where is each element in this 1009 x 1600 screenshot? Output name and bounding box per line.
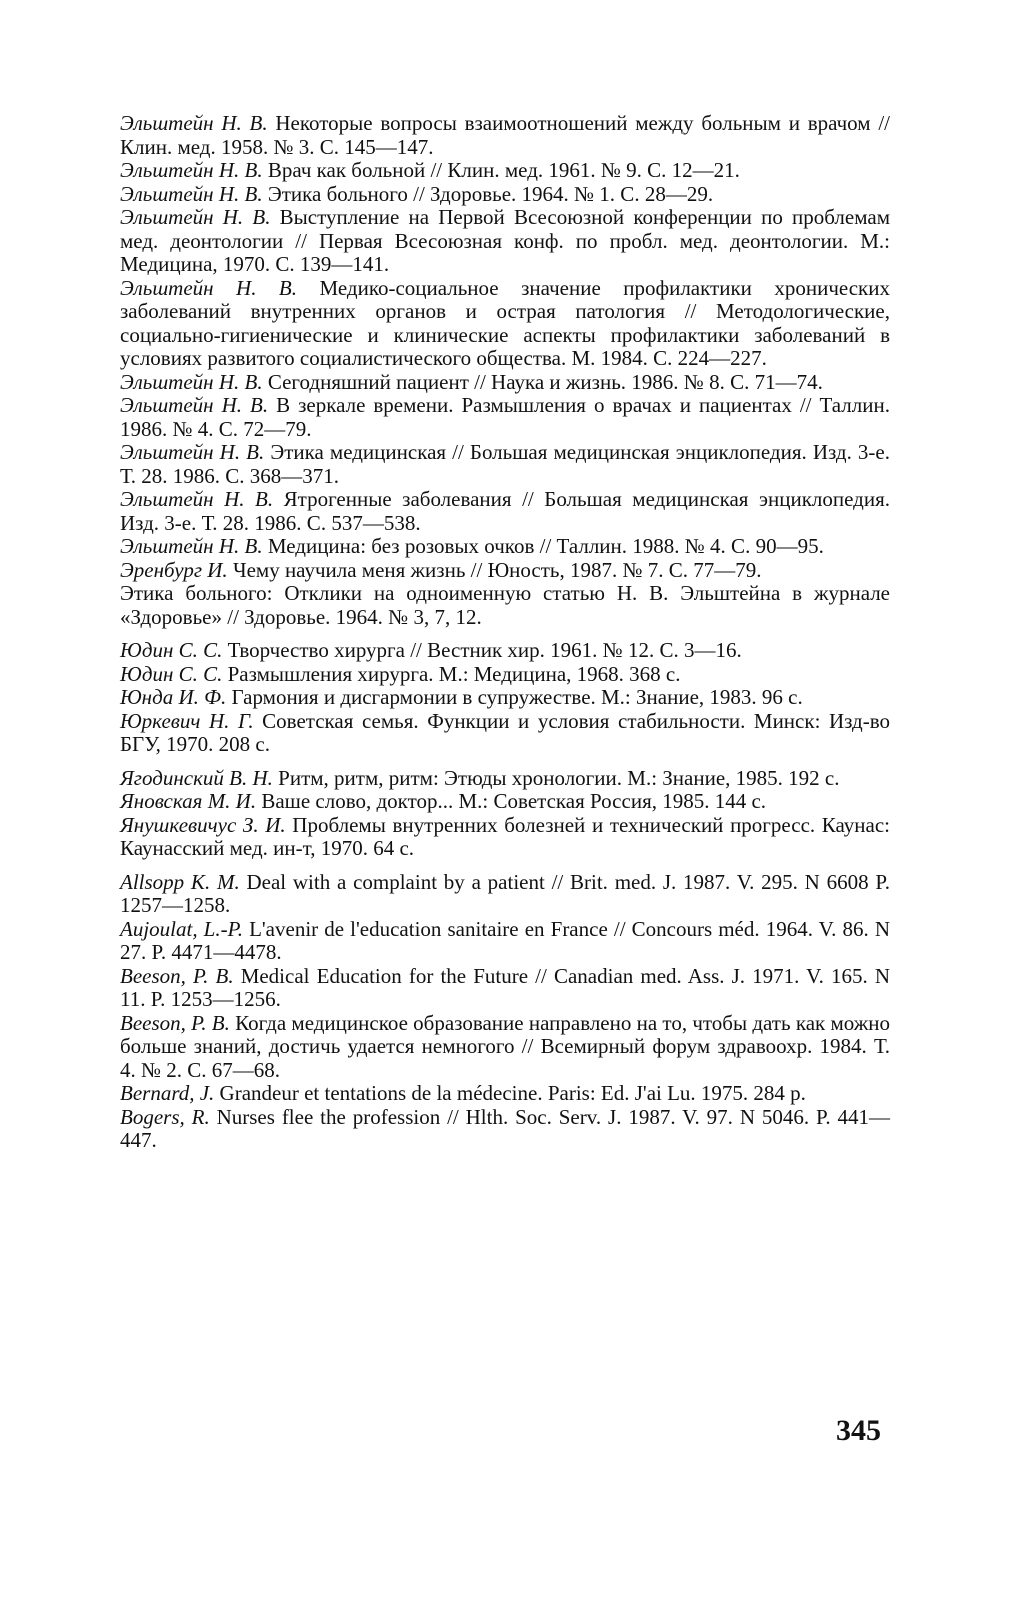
- entry-text: Этика медицинская // Большая медицинская энциклопедия. Изд. 3-е. Т. 28. 1986. С. 368—371.: [120, 440, 890, 488]
- entry-text: Чему научила меня жизнь // Юность, 1987. № 7. С. 77—79.: [227, 557, 762, 582]
- entry-text: Ритм, ритм, ритм: Этюды хронологии. М.: Знание, 1985. 192 с.: [272, 765, 840, 790]
- entry-text: L'avenir de l'education sanitaire en France // Concours méd. 1964. V. 86. N 27. P. 4471—4478.: [120, 916, 890, 964]
- bibliography-entry: [120, 871, 890, 918]
- bibliography-entry: [120, 183, 890, 207]
- entry-text: Medical Education for the Future // Canadian med. Ass. J. 1971. V. 165. N 11. P. 1253—1256.: [120, 963, 890, 1011]
- entry-author: Bernard, J.: [120, 1081, 215, 1105]
- entry-author: Эльштейн Н. В.: [120, 393, 269, 417]
- entry-author: Beeson, P. B.: [120, 963, 234, 988]
- bibliography-entry: [120, 767, 890, 791]
- entry-author: Beeson, P. B.: [120, 1010, 230, 1035]
- page-number: 345: [836, 1414, 881, 1447]
- bibliography-entry: [120, 159, 890, 183]
- entry-author: Эльштейн Н. В.: [120, 534, 263, 558]
- bibliography-entry: [120, 965, 890, 1012]
- entry-text: Размышления хирурга. М.: Медицина, 1968. 368 с.: [222, 661, 681, 686]
- entry-author: Эльштейн Н. В.: [120, 181, 263, 206]
- entry-author: Юдин С. С.: [120, 661, 223, 686]
- entry-author: Aujoulat, L.-P.: [120, 916, 243, 941]
- bibliography-entry: [120, 371, 890, 395]
- entry-author: Bogers, R.: [120, 1104, 210, 1129]
- entry-text: Этика больного // Здоровье. 1964. № 1. С. 28—29.: [262, 181, 714, 206]
- bibliography-list: [120, 112, 890, 1153]
- entry-author: Эльштейн Н. В.: [120, 440, 265, 464]
- entry-text: Grandeur et tentations de la médecine. Paris: Ed. J'ai Lu. 1975. 284 p.: [214, 1081, 806, 1105]
- entry-text: Nurses flee the profession // Hlth. Soc. Serv. J. 1987. V. 97. N 5046. P. 441—447.: [120, 1104, 890, 1152]
- entry-author: Эренбург И.: [120, 557, 228, 582]
- entry-text: Этика больного: Отклики на одноименную статью Н. В. Эльштейна в журнале «Здоровье» // Здоровье. 1964. № 3, 7, 12.: [120, 581, 890, 629]
- entry-text: Некоторые вопросы взаимоотношений между больным и врачом // Клин. мед. 1958. № 3. С. 145—147.: [120, 111, 891, 159]
- entry-author: Эльштейн Н. В.: [120, 205, 271, 229]
- entry-text: Ваше слово, доктор... М.: Советская Россия, 1985. 144 с.: [256, 789, 767, 813]
- bibliography-entry: [120, 639, 890, 663]
- bibliography-entry: [120, 686, 890, 710]
- entry-author: Эльштейн Н. В.: [120, 275, 297, 300]
- entry-author: Юнда И. Ф.: [120, 685, 227, 709]
- bibliography-entry: [120, 394, 890, 441]
- bibliography-entry: [120, 582, 890, 629]
- bibliography-entry: [120, 441, 890, 488]
- bibliography-entry: [120, 112, 890, 159]
- entry-author: Allsopp K. M.: [120, 869, 240, 894]
- entry-author: Янушкевичус З. И.: [120, 812, 286, 837]
- entry-author: Яновская М. И.: [120, 789, 257, 813]
- bibliography-entry: [120, 790, 890, 814]
- entry-text: В зеркале времени. Размышления о врачах и пациентах // Таллин. 1986. № 4. С. 72—79.: [120, 393, 890, 441]
- bibliography-entry: [120, 277, 890, 371]
- bibliography-entry: [120, 918, 890, 965]
- bibliography-entry: [120, 559, 890, 583]
- bibliography-entry: [120, 663, 890, 687]
- entry-author: Эльштейн Н. В.: [120, 111, 268, 135]
- entry-text: Ятрогенные заболевания // Большая медицинская энциклопедия. Изд. 3-е. Т. 28. 1986. С. 537—538.: [120, 487, 890, 535]
- bibliography-entry: [120, 1106, 890, 1153]
- entry-author: Эльштейн Н. В.: [120, 369, 263, 394]
- entry-author: Ягодинский В. Н.: [120, 765, 273, 790]
- entry-text: Сегодняшний пациент // Наука и жизнь. 1986. № 8. С. 71—74.: [262, 369, 823, 394]
- entry-text: Медицина: без розовых очков // Таллин. 1988. № 4. С. 90—95.: [262, 534, 824, 558]
- entry-text: Когда медицинское образование направлено на то, чтобы дать как можно больше знаний, достичь удается немногого // Всемирный форум здравоохр. 1984. Т. 4. № 2. С. 67—68.: [120, 1010, 890, 1082]
- entry-author: Юдин С. С.: [120, 638, 223, 662]
- bibliography-entry: [120, 1012, 890, 1083]
- bibliography-entry: [120, 1082, 890, 1106]
- entry-text: Deal with a complaint by a patient // Brit. med. J. 1987. V. 295. N 6608 P. 1257—1258.: [120, 869, 890, 917]
- entry-text: Врач как больной // Клин. мед. 1961. № 9. С. 12—21.: [262, 158, 740, 182]
- bibliography-entry: [120, 206, 890, 277]
- entry-text: Медико-социальное значение профилактики хронических заболеваний внутренних органов и острая патология // Методологические, социально-гигиенические и клинические аспекты профилактики заболеваний в условиях развитого социалистического общества. М. 1984. С. 224—227.: [120, 275, 891, 370]
- entry-text: Творчество хирурга // Вестник хир. 1961. № 12. С. 3—16.: [222, 638, 742, 662]
- entry-author: Юркевич Н. Г.: [120, 708, 254, 733]
- entry-text: Проблемы внутренних болезней и технический прогресс. Каунас: Каунасский мед. ин-т, 1970. 64 с.: [120, 812, 890, 860]
- bibliography-entry: [120, 488, 890, 535]
- entry-text: Советская семья. Функции и условия стабильности. Минск: Изд-во БГУ, 1970. 208 с.: [120, 708, 890, 756]
- entry-author: Эльштейн Н. В.: [120, 158, 263, 182]
- bibliography-entry: [120, 710, 890, 757]
- entry-author: Эльштейн Н. В.: [120, 487, 274, 511]
- entry-text: Гармония и дисгармонии в супружестве. М.: Знание, 1983. 96 с.: [226, 685, 803, 709]
- bibliography-entry: [120, 535, 890, 559]
- entry-text: Выступление на Первой Всесоюзной конференции по проблемам мед. деонтологии // Первая Всесоюзная конф. по пробл. мед. деонтологии. М.: Медицина, 1970. С. 139—141.: [120, 205, 890, 276]
- bibliography-entry: [120, 814, 890, 861]
